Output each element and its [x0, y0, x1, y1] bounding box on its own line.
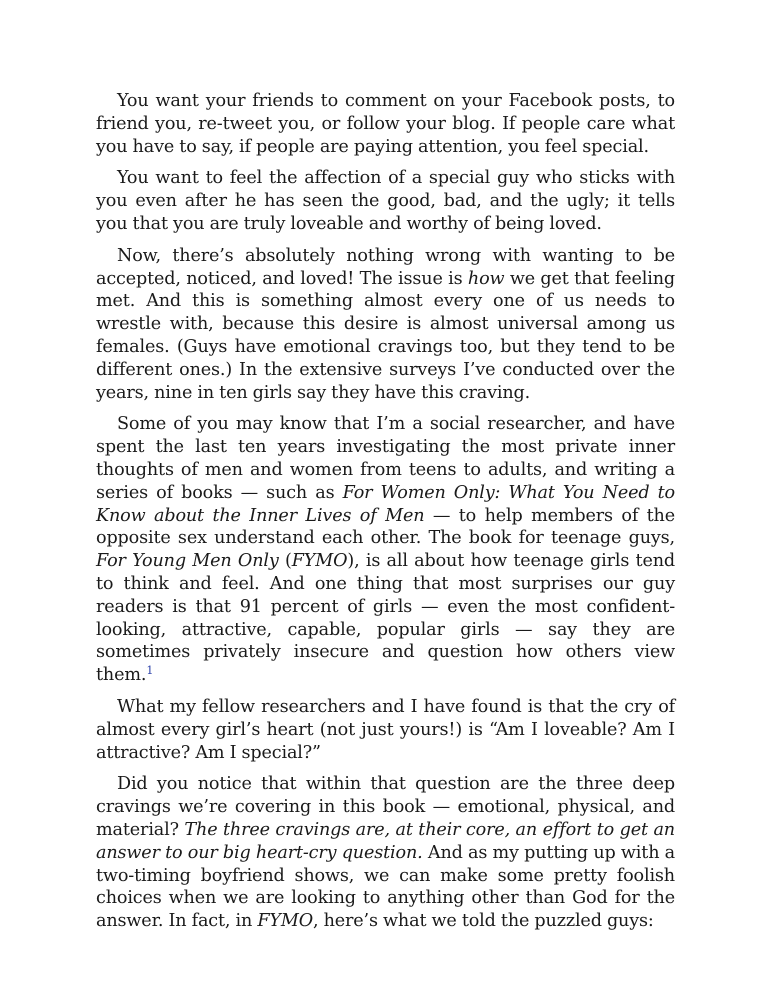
paragraph-text: What my fellow researchers and I have found is that the cry of almost every girl’s heart (not just yours!) is “Am I loveable? Am I attractive? Am I special?”	[96, 696, 675, 763]
paragraph-text: — to help members of the opposite sex understand each other. The book for teenage guys,	[96, 505, 675, 549]
paragraph	[96, 245, 675, 405]
book-abbreviation-text: FYMO	[257, 911, 313, 932]
paragraph-text: ), is all about how teenage girls tend to think and feel. And one thing that most surprises our guy readers is that 91 percent of girls — even the most confident-looking, attractive, capable, popular girls — say they are sometimes privately insecure and question how others view them.	[96, 551, 675, 686]
paragraph-text: (	[278, 551, 292, 572]
paragraph	[96, 413, 675, 687]
book-title-text: For Women Only: What You Need to Know about the Inner Lives of Men	[96, 482, 675, 526]
paragraph-text: Now, there’s absolutely nothing wrong with wanting to be accepted, noticed, and loved! The issue is	[96, 245, 675, 289]
paragraph-text: we get that feeling met. And this is something almost every one of us needs to wrestle with, because this desire is almost universal among us females. (Guys have emotional cravings too, but they tend to be different ones.) In the extensive surveys I’ve conducted over the years, nine in ten girls say they have this craving.	[96, 268, 675, 403]
book-page-body	[96, 90, 675, 942]
paragraph	[96, 167, 675, 235]
paragraph	[96, 773, 675, 933]
book-title-text: For Young Men Only	[96, 551, 279, 572]
paragraph-text: , here’s what we told the puzzled guys:	[313, 911, 654, 932]
paragraph	[96, 696, 675, 764]
footnote-link[interactable]: 1	[146, 664, 154, 678]
emphasis-text: how	[467, 268, 505, 289]
paragraph-text: And as my putting up with a two-timing boyfriend shows, we can make some pretty foolish choices when we are looking to anything other than God for the answer. In fact, in	[96, 842, 675, 932]
book-abbreviation-text: FYMO	[291, 551, 348, 572]
paragraph-text: You want your friends to comment on your Facebook posts, to friend you, re-tweet you, or follow your blog. If people care what you have to say, if people are paying attention, you feel special.	[96, 91, 675, 157]
emphasis-text: The three cravings are, at their core, an effort to get an answer to our big heart-cry question.	[96, 819, 675, 863]
paragraph	[96, 90, 675, 158]
paragraph-text: You want to feel the affection of a special guy who sticks with you even after he has seen the good, bad, and the ugly; it tells you that you are truly loveable and worthy of being loved.	[96, 168, 675, 234]
paragraph-text: Did you notice that within that question are the three deep cravings we’re covering in this book — emotional, physical, and material?	[96, 774, 675, 840]
paragraph-text: Some of you may know that I’m a social researcher, and have spent the last ten years investigating the most private inner thoughts of men and women from teens to adults, and writing a series of books — such as	[96, 414, 675, 503]
